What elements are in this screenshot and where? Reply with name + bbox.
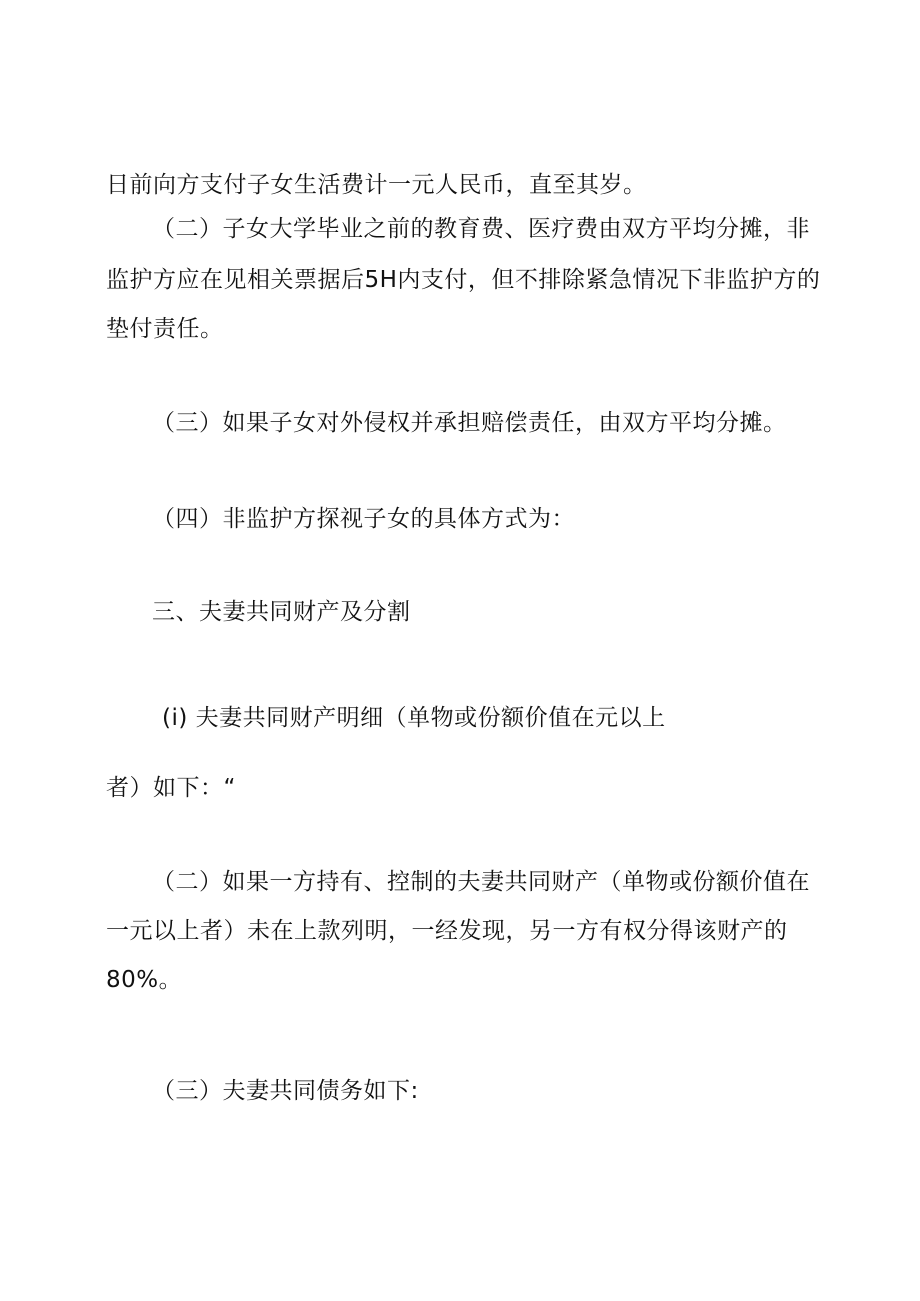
para-education-medical-line-3: 垫付责任。 xyxy=(106,316,224,342)
para-undisclosed-property-line-3: 80%。 xyxy=(106,967,183,993)
para-undisclosed-property-line-1: （二）如果一方持有、控制的夫妻共同财产（单物或份额价值在 xyxy=(152,869,810,895)
para-education-medical-line-2: 监护方应在见相关票据后5H内支付，但不排除紧急情况下非监护方的 xyxy=(106,267,821,293)
para-tort-liability-line-1: （三）如果子女对外侵权并承担赔偿责任，由双方平均分摊。 xyxy=(152,410,787,436)
section-heading-joint-property: 三、夫妻共同财产及分割 xyxy=(152,599,411,625)
para-undisclosed-property-line-2: 一元以上者）未在上款列明，一经发现，另一方有权分得该财产的 xyxy=(106,918,788,944)
para-child-living-expense-line-1: 日前向方支付子女生活费计一元人民币，直至其岁。 xyxy=(106,172,647,198)
para-property-list-line-2: 者）如下：“ xyxy=(106,775,236,801)
para-joint-debt-line-1: （三）夫妻共同债务如下: xyxy=(152,1078,419,1104)
para-property-list-line-1: (i) 夫妻共同财产明细（单物或份额价值在元以上 xyxy=(162,705,666,731)
para-education-medical-line-1: （二）子女大学毕业之前的教育费、医疗费由双方平均分摊，非 xyxy=(152,216,810,242)
para-visitation-line-1: （四）非监护方探视子女的具体方式为： xyxy=(152,506,575,532)
